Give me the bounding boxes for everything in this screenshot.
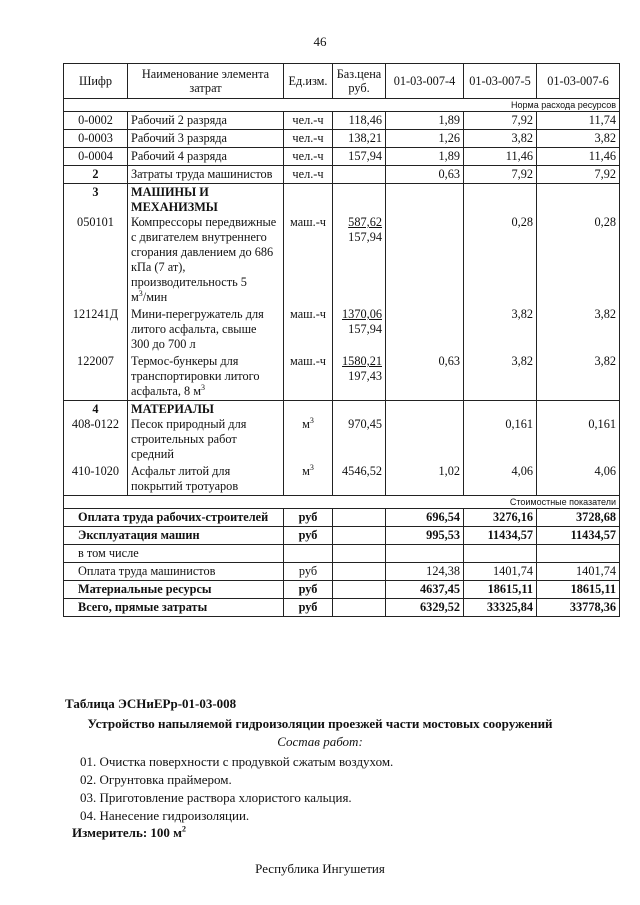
summary-row	[64, 545, 620, 563]
cell-value: 11,46	[537, 148, 620, 166]
summary-value	[386, 545, 464, 563]
cell-value: 3,82	[464, 130, 537, 148]
cell-unit: чел.-ч	[284, 166, 333, 184]
summary-value: 33778,36	[537, 599, 620, 617]
material-code: 410-1020	[71, 464, 120, 478]
material-unit: $м^3$	[302, 415, 314, 431]
machine-unit: маш.-ч	[290, 215, 326, 229]
section-row-resource-norm	[64, 99, 620, 112]
composition-label: Состав работ:	[277, 734, 363, 749]
material-price: 970,45	[348, 417, 382, 431]
machine-name-line: Термос-бункеры для	[131, 354, 239, 368]
page-number: 46	[313, 34, 327, 49]
unit-end: /мин	[142, 290, 168, 304]
summary-value	[537, 545, 620, 563]
works-list	[80, 753, 393, 825]
summary-value: 124,38	[386, 563, 464, 581]
summary-value: 3276,16	[464, 509, 537, 527]
summary-row	[64, 581, 620, 599]
price-top: 587,62	[348, 215, 382, 229]
material-name-line: Песок природный для	[131, 417, 247, 431]
list-item: 03. Приготовление раствора хлористого кальция.	[80, 790, 352, 805]
header-col1: 01-03-007-4	[386, 64, 464, 99]
cell-value: 1,89	[386, 112, 464, 130]
summary-row	[64, 599, 620, 617]
section-title: МАШИНЫ И МЕХАНИЗМЫ	[131, 185, 218, 214]
unit-sup: 3	[201, 382, 206, 392]
summary-value: 18615,11	[464, 581, 537, 599]
summary-value: 1401,74	[537, 563, 620, 581]
cell-value	[464, 184, 537, 401]
cell-value	[537, 184, 620, 401]
machine-unit: маш.-ч	[290, 354, 326, 368]
summary-label: Эксплуатация машин	[64, 527, 284, 545]
table-header-row	[64, 64, 620, 99]
section-code: 4	[92, 402, 99, 416]
section-label: Норма расхода ресурсов	[64, 99, 620, 112]
measure-label: Измеритель: 100 $м^2$	[72, 824, 187, 840]
price-top: 1580,21	[342, 354, 382, 368]
material-price: 4546,52	[342, 464, 382, 478]
material-value: 0,161	[588, 417, 616, 431]
machine-name-line: литого асфальта, свыше	[131, 322, 257, 336]
section-title: МАТЕРИАЛЫ	[131, 402, 215, 416]
cell-name: Рабочий 2 разряда	[128, 112, 284, 130]
table-row	[64, 148, 620, 166]
table-row	[64, 112, 620, 130]
material-name-line: средний	[131, 447, 174, 461]
price-bottom: 157,94	[348, 322, 382, 336]
cell-code	[64, 184, 128, 401]
cell-price	[333, 166, 386, 184]
cell-value	[386, 401, 464, 496]
machine-name-line: кПа (7 ат),	[131, 260, 186, 274]
cell-value: 11,74	[537, 112, 620, 130]
unit-base: асфальта, 8 м	[131, 384, 202, 398]
machine-name-line: сгорания давлением до 686	[131, 245, 274, 259]
summary-value: 4637,45	[386, 581, 464, 599]
cell-name: Рабочий 4 разряда	[128, 148, 284, 166]
cell-price	[333, 184, 386, 401]
material-unit: $м^3$	[302, 462, 314, 478]
machine-name-line: Мини-перегружатель для	[131, 307, 264, 321]
machine-name-line: транспортировки литого	[131, 369, 260, 383]
summary-unit: руб	[284, 527, 333, 545]
next-table-subtitle: Устройство напыляемой гидроизоляции проезжей части мостовых сооружений	[87, 716, 553, 731]
cell-value: 1,26	[386, 130, 464, 148]
cell-value: 11,46	[464, 148, 537, 166]
cell-code: 0-0004	[64, 148, 128, 166]
summary-unit: руб	[284, 563, 333, 581]
machine-name-line: 300 до 700 л	[131, 337, 196, 351]
list-item: 02. Огрунтовка праймером.	[80, 772, 232, 787]
cell-unit	[284, 184, 333, 401]
cell-value: 7,92	[537, 166, 620, 184]
material-value: 4,06	[511, 464, 533, 478]
summary-value	[464, 545, 537, 563]
table-row-machines	[64, 184, 620, 401]
summary-value: 18615,11	[537, 581, 620, 599]
material-code: 408-0122	[71, 417, 120, 431]
summary-label: Всего, прямые затраты	[64, 599, 284, 617]
cell-value	[537, 401, 620, 496]
summary-value: 3728,68	[537, 509, 620, 527]
material-name-line: строительных работ	[131, 432, 237, 446]
table-row-materials	[64, 401, 620, 496]
summary-value: 1401,74	[464, 563, 537, 581]
summary-label: Материальные ресурсы	[64, 581, 284, 599]
cell-value: 7,92	[464, 166, 537, 184]
cell-name: Рабочий 3 разряда	[128, 130, 284, 148]
machine-code: 050101	[77, 215, 114, 229]
summary-label: Оплата труда машинистов	[64, 563, 284, 581]
material-value: 4,06	[594, 464, 616, 478]
cell-unit	[284, 401, 333, 496]
price-top: 1370,06	[342, 307, 382, 321]
cell-unit: чел.-ч	[284, 148, 333, 166]
summary-label: в том числе	[64, 545, 284, 563]
summary-unit	[284, 545, 333, 563]
header-price: Баз.цена руб.	[333, 64, 386, 99]
summary-value: 11434,57	[464, 527, 537, 545]
cell-value: 7,92	[464, 112, 537, 130]
unit-sup: 3	[138, 288, 143, 298]
resource-table	[63, 63, 620, 617]
machine-value: 3,82	[594, 354, 616, 368]
machine-name-line	[131, 290, 280, 305]
price-bottom: 197,43	[348, 369, 382, 383]
cell-unit: чел.-ч	[284, 112, 333, 130]
cell-value	[464, 401, 537, 496]
summary-value: 696,54	[386, 509, 464, 527]
summary-unit: руб	[284, 581, 333, 599]
header-col2: 01-03-007-5	[464, 64, 537, 99]
summary-unit: руб	[284, 509, 333, 527]
cell-name	[128, 401, 284, 496]
machine-name-line: с двигателем внутреннего	[131, 230, 267, 244]
machine-value: 0,28	[594, 215, 616, 229]
section-row-cost	[64, 496, 620, 509]
summary-unit: руб	[284, 599, 333, 617]
material-name-line: Асфальт литой для	[131, 464, 231, 478]
cell-price: 138,21	[333, 130, 386, 148]
machine-unit: маш.-ч	[290, 307, 326, 321]
cell-price	[333, 401, 386, 496]
summary-row	[64, 509, 620, 527]
machine-name-line	[131, 384, 280, 399]
cell-price: 118,46	[333, 112, 386, 130]
summary-label: Оплата труда рабочих-строителей	[64, 509, 284, 527]
machine-code: 122007	[77, 354, 114, 368]
summary-value: 995,53	[386, 527, 464, 545]
cell-code: 0-0003	[64, 130, 128, 148]
machine-name-line: Компрессоры передвижные	[131, 215, 277, 229]
machine-code: 121241Д	[72, 307, 119, 321]
header-code: Шифр	[64, 64, 128, 99]
page-footer: Республика Ингушетия	[255, 861, 385, 876]
header-col3: 01-03-007-6	[537, 64, 620, 99]
list-item: 04. Нанесение гидроизоляции.	[80, 808, 250, 823]
material-value: 0,161	[505, 417, 533, 431]
cell-name	[128, 184, 284, 401]
price-bottom: 157,94	[348, 230, 382, 244]
cell-value	[386, 184, 464, 401]
machine-name-line: производительность 5	[131, 275, 247, 289]
cell-value: 0,63	[386, 166, 464, 184]
cell-value: 3,82	[537, 130, 620, 148]
next-table-title: Таблица ЭСНиЕРр-01-03-008	[65, 696, 237, 711]
summary-value: 6329,52	[386, 599, 464, 617]
header-name: Наименование элемента затрат	[128, 64, 284, 99]
cell-unit: чел.-ч	[284, 130, 333, 148]
material-value: 1,02	[438, 464, 460, 478]
summary-row	[64, 563, 620, 581]
machine-value: 3,82	[594, 307, 616, 321]
summary-row	[64, 527, 620, 545]
material-name-line: покрытий тротуаров	[131, 479, 239, 493]
cell-name: Затраты труда машинистов	[128, 166, 284, 184]
cell-code: 0-0002	[64, 112, 128, 130]
summary-value: 11434,57	[537, 527, 620, 545]
list-item: 01. Очистка поверхности с продувкой сжатым воздухом.	[80, 754, 394, 769]
table-row	[64, 130, 620, 148]
cell-code	[64, 401, 128, 496]
machine-value: 3,82	[511, 307, 533, 321]
section-code: 3	[92, 185, 99, 199]
unit-base: м	[131, 290, 139, 304]
header-unit: Ед.изм.	[284, 64, 333, 99]
section-label: Стоимостные показатели	[64, 496, 620, 509]
machine-value: 0,63	[438, 354, 460, 368]
machine-value: 3,82	[511, 354, 533, 368]
machine-value: 0,28	[511, 215, 533, 229]
cell-value: 1,89	[386, 148, 464, 166]
cell-code: 2	[64, 166, 128, 184]
table-row-machinist-labor	[64, 166, 620, 184]
cell-price: 157,94	[333, 148, 386, 166]
summary-value: 33325,84	[464, 599, 537, 617]
